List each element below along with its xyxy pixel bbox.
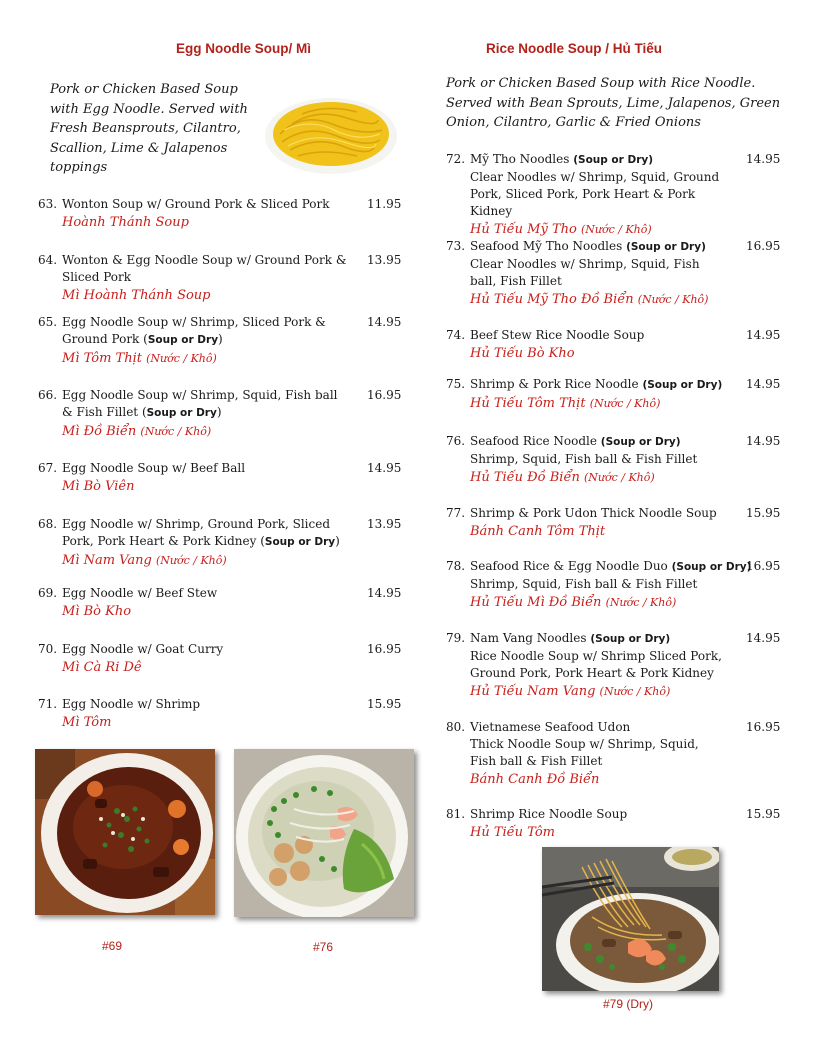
photo-caption: #69 — [102, 939, 123, 953]
item-price: 11.95 — [367, 197, 402, 211]
item-description: Clear Noodles w/ Shrimp, Squid, Ground Pork, Sliced Pork, Pork Heart & Pork Kidney — [470, 170, 720, 218]
item-number: 76. — [446, 434, 466, 448]
item-price: 13.95 — [367, 253, 402, 267]
item-price: 16.95 — [746, 239, 781, 253]
section-intro-rice-noodle: Pork or Chicken Based Soup with Rice Noodle. Served with Bean Sprouts, Lime, Jalapenos, Green Onion, Cilantro, Garlic & Fried Onions — [446, 76, 781, 130]
item-name: Egg Noodle w/ Goat Curry — [62, 642, 224, 656]
item-number: 72. — [446, 152, 466, 166]
item-price: 14.95 — [746, 434, 781, 448]
item-name: Mỹ Tho Noodles (Soup or Dry) — [470, 152, 654, 166]
item-name: Egg Noodle Soup w/ Beef Ball — [62, 461, 246, 475]
item-name: Seafood Mỹ Tho Noodles (Soup or Dry) — [470, 239, 706, 253]
item-vietnamese-name: Hoành Thánh Soup — [62, 215, 189, 230]
item-number: 74. — [446, 328, 466, 342]
item-vietnamese-name: Mì Cà Ri Dê — [62, 660, 142, 675]
soup-or-dry-note: (Soup or Dry) — [642, 379, 723, 391]
menu-item-73 — [446, 238, 786, 314]
item-vietnamese-name: Hủ Tiếu Nam Vang (Nước / Khô) — [470, 684, 671, 699]
item-name: Egg Noodle w/ Shrimp — [62, 697, 201, 711]
item-name: Egg Noodle Soup w/ Shrimp, Squid, Fish ball & Fish Fillet (Soup or Dry) — [62, 388, 338, 419]
item-name: Beef Stew Rice Noodle Soup — [470, 328, 645, 342]
menu-item-64 — [38, 252, 408, 308]
item-vietnamese-name: Hủ Tiếu Mì Đồ Biển (Nước / Khô) — [470, 595, 677, 610]
item-number: 67. — [38, 461, 58, 475]
item-number: 64. — [38, 253, 58, 267]
item-vietnamese-name: Mì Bò Kho — [62, 604, 132, 619]
egg-noodle-photo — [262, 84, 400, 178]
item-number: 80. — [446, 720, 466, 734]
item-price: 14.95 — [746, 152, 781, 166]
item-name: Shrimp Rice Noodle Soup — [470, 807, 628, 821]
item-price: 14.95 — [746, 631, 781, 645]
item-vietnamese-name: Hủ Tiếu Mỹ Tho Đồ Biển (Nước / Khô) — [470, 292, 709, 307]
soup-or-dry-note: Soup or Dry — [147, 334, 219, 346]
nam-vang-dry-photo — [542, 847, 719, 991]
beef-stew-photo — [35, 749, 215, 915]
menu-item-79 — [446, 630, 786, 706]
item-vietnamese-name: Hủ Tiếu Mỹ Tho (Nước / Khô) — [470, 222, 652, 237]
menu-item-80 — [446, 719, 786, 795]
item-number: 79. — [446, 631, 466, 645]
soup-or-dry-note: (Soup or Dry) — [600, 436, 681, 448]
item-description: Shrimp, Squid, Fish ball & Fish Fillet — [470, 577, 698, 591]
menu-item-75 — [446, 376, 786, 416]
item-vietnamese-name: Mì Nam Vang (Nước / Khô) — [62, 553, 227, 568]
item-name: Vietnamese Seafood Udon — [470, 720, 631, 734]
menu-item-70 — [38, 641, 408, 681]
item-vietnamese-name: Mì Bò Viên — [62, 479, 135, 494]
item-vietnamese-name: Bánh Canh Tôm Thịt — [470, 524, 606, 539]
menu-item-67 — [38, 460, 408, 500]
menu-item-74 — [446, 327, 786, 367]
item-price: 15.95 — [746, 506, 781, 520]
item-name: Wonton Soup w/ Ground Pork & Sliced Pork — [62, 197, 330, 211]
item-vietnamese-name: Mì Hoành Thánh Soup — [62, 288, 211, 303]
menu-item-78 — [446, 558, 786, 614]
item-price: 16.95 — [367, 388, 402, 402]
item-name: Egg Noodle w/ Beef Stew — [62, 586, 218, 600]
item-price: 14.95 — [367, 315, 402, 329]
section-heading-egg-noodle: Egg Noodle Soup/ Mì — [176, 41, 311, 56]
item-number: 66. — [38, 388, 58, 402]
section-intro-egg-noodle: Pork or Chicken Based Soup with Egg Noodle. Served with Fresh Beansprouts, Cilantro, Scallion, Lime & Jalapenos toppings — [50, 82, 248, 175]
item-number: 65. — [38, 315, 58, 329]
soup-or-dry-note: (Soup or Dry) — [590, 633, 671, 645]
item-number: 77. — [446, 506, 466, 520]
photo-caption: #79 (Dry) — [603, 997, 654, 1011]
item-name: Shrimp & Pork Udon Thick Noodle Soup — [470, 506, 717, 520]
item-number: 68. — [38, 517, 58, 531]
item-price: 15.95 — [746, 807, 781, 821]
item-number: 81. — [446, 807, 466, 821]
item-number: 75. — [446, 377, 466, 391]
item-price: 13.95 — [367, 517, 402, 531]
menu-item-63 — [38, 196, 408, 236]
item-name: Egg Noodle w/ Shrimp, Ground Pork, Sliced Pork, Pork Heart & Pork Kidney (Soup or Dry) — [62, 517, 340, 548]
item-name: Shrimp & Pork Rice Noodle (Soup or Dry) — [470, 377, 723, 391]
menu-item-65 — [38, 314, 408, 370]
menu-item-81 — [446, 806, 786, 846]
section-heading-rice-noodle: Rice Noodle Soup / Hủ Tiếu — [486, 41, 663, 56]
item-price: 14.95 — [746, 377, 781, 391]
item-name: Seafood Rice & Egg Noodle Duo (Soup or Dry) — [470, 559, 752, 573]
item-number: 70. — [38, 642, 58, 656]
item-name: Nam Vang Noodles (Soup or Dry) — [470, 631, 671, 645]
item-description: Clear Noodles w/ Shrimp, Squid, Fish ball, Fish Fillet — [470, 257, 700, 288]
item-number: 71. — [38, 697, 58, 711]
menu-item-71 — [38, 696, 408, 736]
soup-or-dry-note: (Soup or Dry) — [573, 154, 654, 166]
item-number: 69. — [38, 586, 58, 600]
item-description: Thick Noodle Soup w/ Shrimp, Squid, Fish ball & Fish Fillet — [470, 737, 699, 768]
item-description: Shrimp, Squid, Fish ball & Fish Fillet — [470, 452, 698, 466]
item-vietnamese-name: Mì Tôm Thịt (Nước / Khô) — [62, 351, 217, 366]
menu-item-76 — [446, 433, 786, 489]
item-vietnamese-name: Hủ Tiếu Tôm Thịt (Nước / Khô) — [470, 396, 661, 411]
item-price: 16.95 — [746, 720, 781, 734]
item-price: 16.95 — [367, 642, 402, 656]
soup-or-dry-note: (Soup or Dry) — [626, 241, 706, 253]
item-name: Seafood Rice Noodle (Soup or Dry) — [470, 434, 681, 448]
item-description: Rice Noodle Soup w/ Shrimp Sliced Pork, Ground Pork, Pork Heart & Pork Kidney — [470, 649, 722, 680]
item-price: 14.95 — [367, 461, 402, 475]
menu-item-66 — [38, 387, 408, 443]
menu-item-77 — [446, 505, 786, 545]
seafood-rice-noodle-photo — [234, 749, 414, 917]
photo-caption: #76 — [313, 940, 334, 954]
item-number: 73. — [446, 239, 466, 253]
item-name: Egg Noodle Soup w/ Shrimp, Sliced Pork & Ground Pork (Soup or Dry) — [62, 315, 326, 346]
item-price: 16.95 — [746, 559, 781, 573]
menu-item-72 — [446, 151, 786, 237]
item-vietnamese-name: Hủ Tiếu Đồ Biển (Nước / Khô) — [470, 470, 655, 485]
item-number: 78. — [446, 559, 466, 573]
menu-item-69 — [38, 585, 408, 625]
soup-or-dry-note: Soup or Dry — [264, 536, 336, 548]
item-vietnamese-name: Hủ Tiếu Tôm — [470, 825, 555, 840]
item-vietnamese-name: Bánh Canh Đồ Biển — [470, 772, 600, 787]
menu-item-68 — [38, 516, 408, 572]
soup-or-dry-note: (Soup or Dry) — [671, 561, 752, 573]
item-vietnamese-name: Mì Đồ Biển (Nước / Khô) — [62, 424, 212, 439]
item-number: 63. — [38, 197, 58, 211]
item-vietnamese-name: Hủ Tiếu Bò Kho — [470, 346, 575, 361]
item-price: 14.95 — [746, 328, 781, 342]
item-name: Wonton & Egg Noodle Soup w/ Ground Pork & Sliced Pork — [62, 253, 347, 284]
item-price: 14.95 — [367, 586, 402, 600]
soup-or-dry-note: Soup or Dry — [146, 407, 217, 419]
item-vietnamese-name: Mì Tôm — [62, 715, 112, 730]
item-price: 15.95 — [367, 697, 402, 711]
